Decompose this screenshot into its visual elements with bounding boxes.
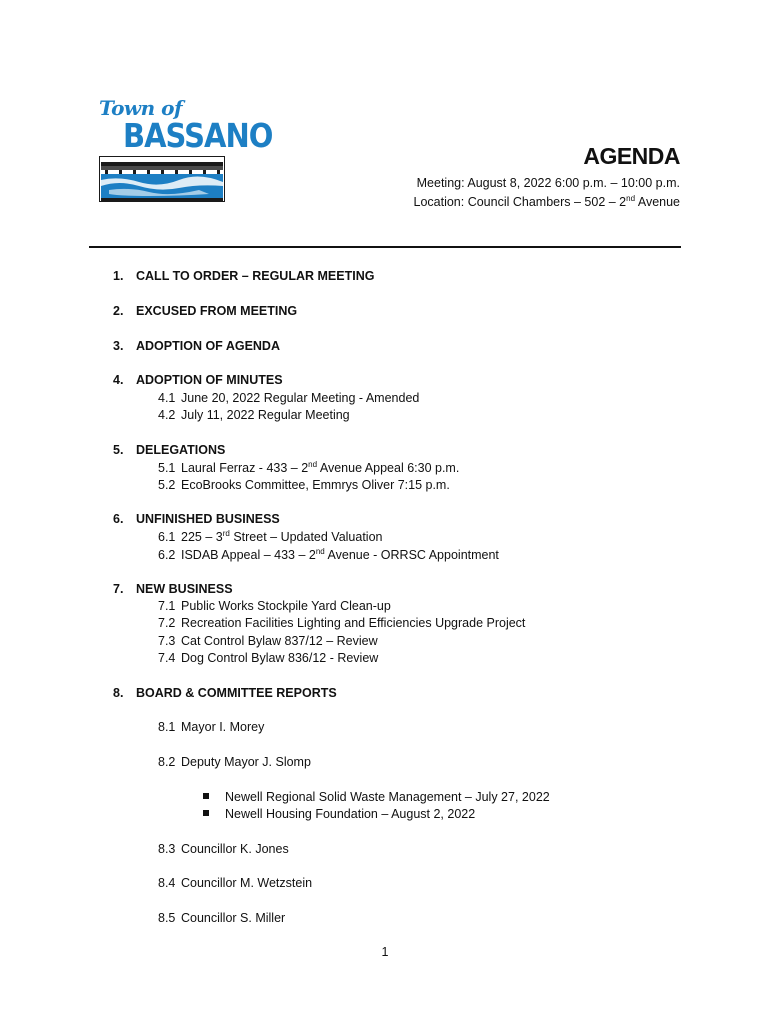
report-bullet-2: Newell Housing Foundation – August 2, 2022: [203, 807, 475, 821]
subitem-5-2: 5.2 EcoBrooks Committee, Emmrys Oliver 7:15 p.m.: [158, 478, 450, 492]
bullet-square-icon: [203, 793, 209, 799]
agenda-item-7: 7. NEW BUSINESS: [113, 582, 233, 596]
report-bullet-1: Newell Regional Solid Waste Management – July 27, 2022: [203, 790, 550, 804]
subitem-7-3: 7.3 Cat Control Bylaw 837/12 – Review: [158, 634, 378, 648]
agenda-item-6: 6. UNFINISHED BUSINESS: [113, 512, 280, 526]
subitem-6-2: 6.2 ISDAB Appeal – 433 – 2nd Avenue - ORRSC Appointment: [158, 547, 499, 563]
agenda-title: AGENDA: [583, 143, 680, 169]
agenda-item-5: 5. DELEGATIONS: [113, 443, 226, 457]
subitem-7-2: 7.2 Recreation Facilities Lighting and Efficiencies Upgrade Project: [158, 616, 526, 630]
subitem-6-1: 6.1 225 – 3rd Street – Updated Valuation: [158, 529, 383, 545]
agenda-item-3: 3. ADOPTION OF AGENDA: [113, 339, 280, 353]
subitem-4-2: 4.2 July 11, 2022 Regular Meeting: [158, 408, 350, 422]
subitem-8-5: 8.5 Councillor S. Miller: [158, 911, 286, 925]
logo-town-text: Town of: [99, 96, 183, 120]
meeting-line: Meeting: August 8, 2022 6:00 p.m. – 10:00 p.m.: [416, 176, 680, 190]
subitem-8-2: 8.2 Deputy Mayor J. Slomp: [158, 755, 311, 769]
agenda-item-2: 2. EXCUSED FROM MEETING: [113, 304, 298, 318]
subitem-8-1: 8.1 Mayor I. Morey: [158, 720, 265, 734]
subitem-4-1: 4.1 June 20, 2022 Regular Meeting - Amended: [158, 391, 420, 405]
page-number: 1: [381, 945, 389, 959]
dam-illustration: [99, 156, 225, 202]
logo-name-text: BASSANO: [123, 116, 273, 156]
subitem-5-1: 5.1 Laural Ferraz - 433 – 2nd Avenue Appeal 6:30 p.m.: [158, 460, 460, 476]
agenda-item-4: 4. ADOPTION OF MINUTES: [113, 373, 283, 387]
location-line: Location: Council Chambers – 502 – 2nd Avenue: [413, 194, 680, 210]
agenda-item-1: 1. CALL TO ORDER – REGULAR MEETING: [113, 269, 375, 283]
subitem-8-4: 8.4 Councillor M. Wetzstein: [158, 876, 313, 890]
header-divider: [89, 246, 681, 248]
bullet-square-icon: [203, 810, 209, 816]
town-logo: [95, 94, 273, 204]
subitem-7-1: 7.1 Public Works Stockpile Yard Clean-up: [158, 599, 391, 613]
subitem-8-3: 8.3 Councillor K. Jones: [158, 842, 289, 856]
agenda-item-8: 8. BOARD & COMMITTEE REPORTS: [113, 686, 337, 700]
subitem-7-4: 7.4 Dog Control Bylaw 836/12 - Review: [158, 651, 379, 665]
